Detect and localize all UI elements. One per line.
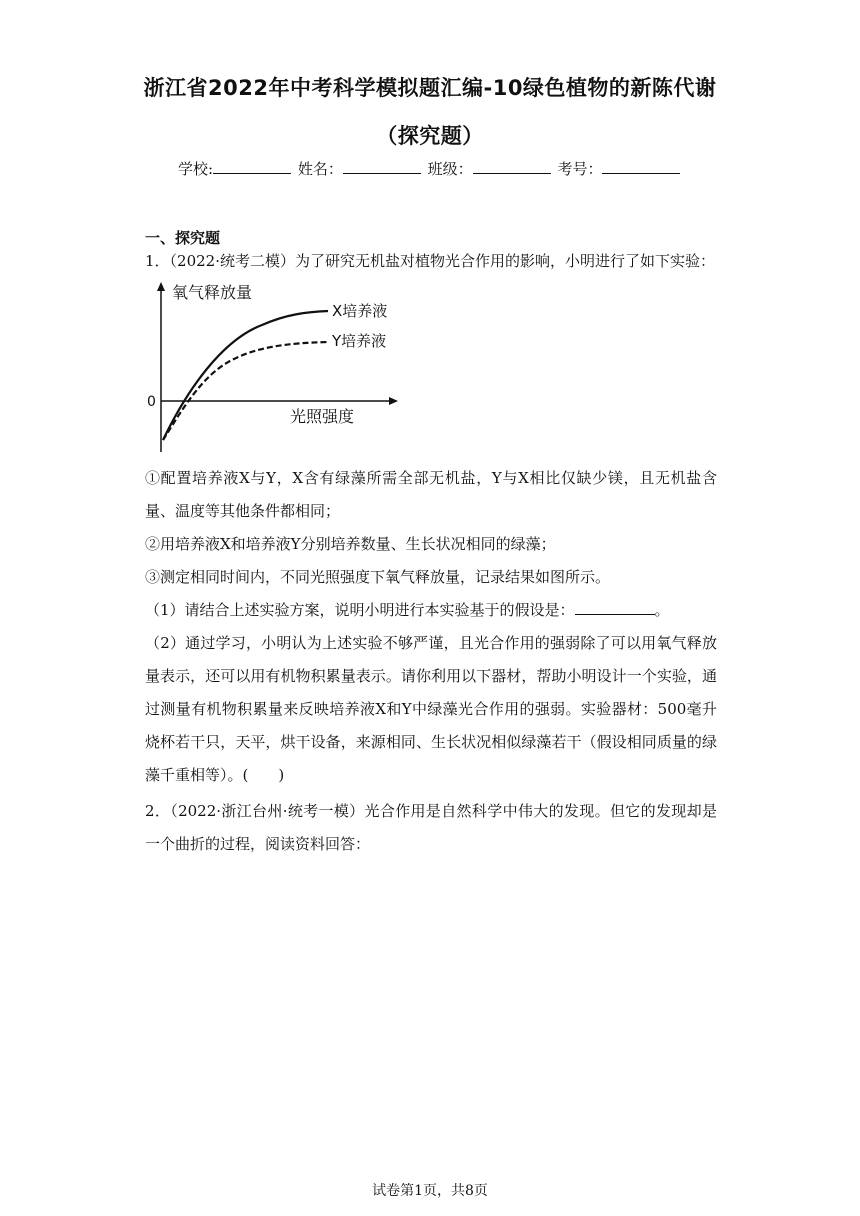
name-field[interactable] — [343, 159, 421, 174]
page-footer: 试卷第1页，共8页 — [372, 1183, 488, 1199]
q1-sub1 — [145, 594, 717, 627]
section-title: 一、探究题 — [145, 229, 221, 247]
name-label: 姓名： — [297, 160, 343, 178]
student-info-row — [178, 158, 682, 179]
q1-sub1-answer-blank[interactable] — [575, 602, 655, 615]
q1-intro: 1．（2022·统考二模）为了研究无机盐对植物光合作用的影响，小明进行了如下实验： — [145, 252, 715, 270]
q1-step2: ②用培养液X和培养液Y分别培养数量、生长状况相同的绿藻； — [145, 535, 556, 553]
class-field[interactable] — [473, 159, 551, 174]
q1-sub1-end: 。 — [654, 601, 670, 619]
x-axis-arrow — [389, 397, 398, 405]
exam-no-field[interactable] — [602, 159, 680, 174]
school-label: 学校: — [178, 160, 214, 178]
x-axis-label: 光照强度 — [290, 407, 355, 426]
origin-label: 0 — [147, 394, 156, 410]
series-y-label: Y培养液 — [332, 332, 387, 350]
q1-sub2: （2）通过学习，小明认为上述实验不够严谨，且光合作用的强弱除了可以用氧气释放量表示，还可以用有机物积累量表示。请你利用以下器材，帮助小明设计一个实验，通过测量有机物积累量来反映培养液X和Y中绿藻光合作用的强弱。实验器材：500毫升烧杯若干只，天平，烘干设备，来源相同、生长状况相似绿藻若干（假设相同质量的绿藻千重相等）。( ) — [145, 634, 717, 784]
exam-no-label: 考号： — [557, 160, 603, 178]
q1-sub1-text: （1）请结合上述实验方案，说明小明进行本实验基于的假设是： — [145, 601, 575, 619]
class-label: 班级： — [427, 160, 473, 178]
page-title-line1: 浙江省2022年中考科学模拟题汇编-10绿色植物的新陈代谢 — [143, 76, 717, 100]
q1-step1: ①配置培养液X与Y，X含有绿藻所需全部无机盐，Y与X相比仅缺少镁，且无机盐含量、温度等其他条件都相同； — [145, 469, 717, 520]
oxygen-light-chart — [142, 280, 402, 458]
y-axis-arrow — [157, 282, 165, 291]
school-field[interactable] — [213, 159, 291, 174]
y-axis-label: 氧气释放量 — [172, 283, 253, 302]
series-x-label: X培养液 — [332, 302, 388, 320]
q1-step3: ③测定相同时间内，不同光照强度下氧气释放量，记录结果如图所示。 — [145, 568, 611, 586]
page-title-line2: （探究题） — [376, 124, 484, 148]
q2-intro: 2．（2022·浙江台州·统考一模）光合作用是自然科学中伟大的发现。但它的发现却是一个曲折的过程，阅读资料回答： — [145, 802, 717, 853]
